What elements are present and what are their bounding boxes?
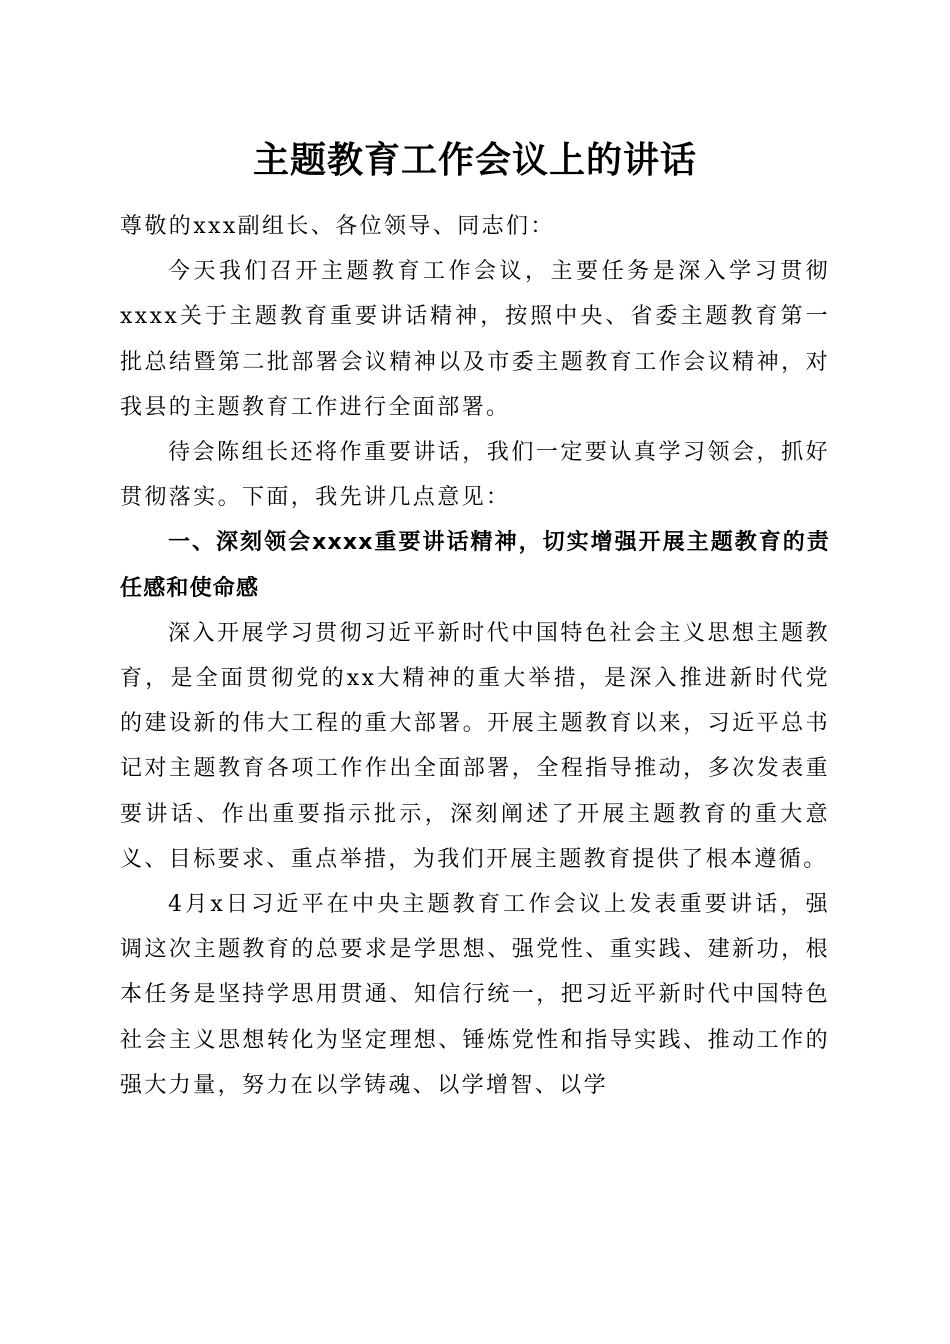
paragraph-transition: 待会陈组长还将作重要讲话，我们一定要认真学习领会，抓好贯彻落实。下面，我先讲几点意见： [120, 440, 830, 511]
section-heading-1: 一、深刻领会xxxx重要讲话精神，切实增强开展主题教育的责任感和使命感 [120, 530, 830, 601]
section1-paragraph-1: 深入开展学习贯彻习近平新时代中国特色社会主义思想主题教育，是全面贯彻党的xx大精神的重大举措，是深入推进新时代党的建设新的伟大工程的重大部署。开展主题教育以来，习近平总书记对主题教育各项工作作出全面部署，全程指导推动，多次发表重要讲话、作出重要指示批示，深刻阐述了开展主题教育的重大意义、目标要求、重点举措，为我们开展主题教育提供了根本遵循。 [120, 620, 830, 872]
document-title: 主题教育工作会议上的讲话 [252, 139, 697, 181]
paragraph-intro: 今天我们召开主题教育工作会议，主要任务是深入学习贯彻xxxx关于主题教育重要讲话精神，按照中央、省委主题教育第一批总结暨第二批部署会议精神以及市委主题教育工作会议精神，对我县的主题教育工作进行全面部署。 [120, 259, 830, 420]
salutation: 尊敬的xxx副组长、各位领导、同志们： [120, 214, 555, 239]
section1-paragraph-2: 4月x日习近平在中央主题教育工作会议上发表重要讲话，强调这次主题教育的总要求是学思想、强党性、重实践、建新功，根本任务是坚持学思用贯通、知信行统一，把习近平新时代中国特色社会主义思想转化为坚定理想、锤炼党性和指导实践、推动工作的强大力量，努力在以学铸魂、以学增智、以学 [120, 892, 830, 1098]
document-body [120, 204, 830, 1108]
